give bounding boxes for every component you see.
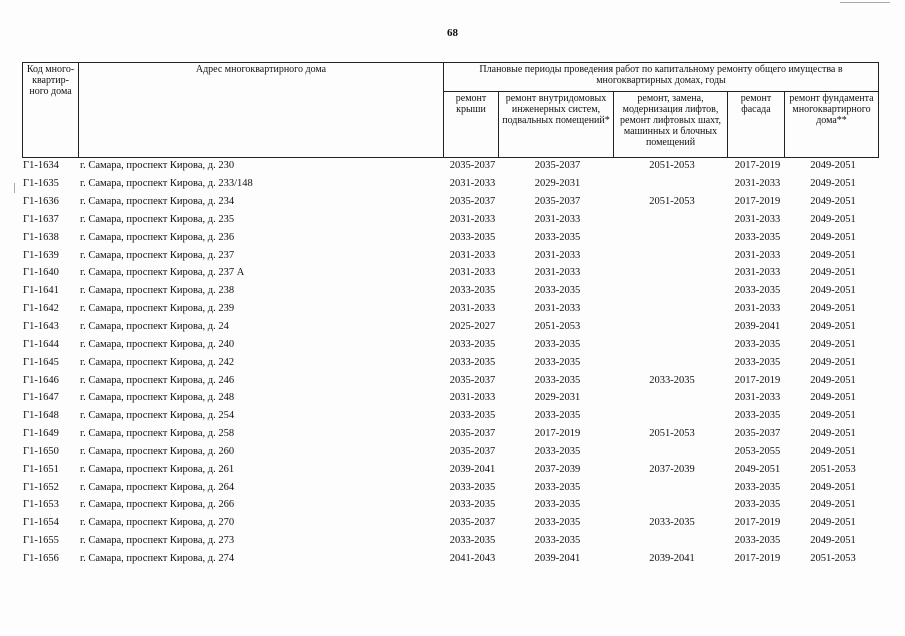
cell-facade: 2033-2035 bbox=[734, 481, 781, 493]
header-lifts: ремонт, замена, модернизация лифтов, ремонт лифтовых шахт, машинных и блочных помещений bbox=[614, 91, 728, 157]
cell-engineering: 2035-2037 bbox=[534, 160, 581, 172]
cell-lifts: 2037-2039 bbox=[649, 463, 695, 475]
table-row bbox=[22, 425, 892, 443]
cell-engineering: 2033-2035 bbox=[534, 231, 581, 243]
cell-engineering: 2031-2033 bbox=[534, 249, 581, 261]
cell-roof: 2035-2037 bbox=[449, 517, 496, 529]
cell-facade: 2033-2035 bbox=[734, 535, 781, 547]
cell-code: Г1-1649 bbox=[23, 428, 59, 440]
page-number: 68 bbox=[447, 27, 458, 39]
cell-foundation: 2049-2051 bbox=[810, 160, 856, 172]
cell-facade: 2053-2055 bbox=[734, 445, 781, 457]
cell-address: г. Самара, проспект Кирова, д. 233/148 bbox=[80, 178, 253, 190]
cell-roof: 2033-2035 bbox=[449, 285, 496, 297]
cell-engineering: 2039-2041 bbox=[534, 552, 581, 564]
cell-facade: 2031-2033 bbox=[734, 178, 781, 190]
header-facade: ремонт фасада bbox=[728, 91, 785, 157]
cell-roof: 2035-2037 bbox=[449, 445, 496, 457]
cell-engineering: 2033-2035 bbox=[534, 285, 581, 297]
cell-roof: 2031-2033 bbox=[449, 249, 496, 261]
cell-roof: 2041-2043 bbox=[449, 552, 496, 564]
cell-facade: 2017-2019 bbox=[734, 160, 781, 172]
cell-code: Г1-1645 bbox=[23, 356, 59, 368]
cell-code: Г1-1656 bbox=[23, 552, 59, 564]
cell-foundation: 2049-2051 bbox=[810, 481, 856, 493]
cell-roof: 2033-2035 bbox=[449, 231, 496, 243]
cell-roof: 2031-2033 bbox=[449, 392, 496, 404]
table-row bbox=[22, 389, 892, 407]
cell-code: Г1-1646 bbox=[23, 374, 59, 386]
cell-code: Г1-1648 bbox=[23, 410, 59, 422]
header-engineering: ремонт внутридомовых инженерных систем, подвальных помещений* bbox=[499, 91, 614, 157]
cell-address: г. Самара, проспект Кирова, д. 273 bbox=[80, 535, 235, 547]
cell-address: г. Самара, проспект Кирова, д. 260 bbox=[80, 445, 235, 457]
cell-engineering: 2035-2037 bbox=[534, 196, 581, 208]
cell-engineering: 2017-2019 bbox=[534, 428, 581, 440]
cell-engineering: 2037-2039 bbox=[534, 463, 581, 475]
cell-foundation: 2049-2051 bbox=[810, 338, 856, 350]
cell-code: Г1-1652 bbox=[23, 481, 59, 493]
cell-code: Г1-1643 bbox=[23, 321, 59, 333]
cell-roof: 2031-2033 bbox=[449, 213, 496, 225]
table-row bbox=[22, 318, 892, 336]
table-header bbox=[22, 62, 879, 158]
cell-address: г. Самара, проспект Кирова, д. 24 bbox=[80, 321, 229, 333]
table-body bbox=[22, 157, 892, 567]
cell-roof: 2035-2037 bbox=[449, 196, 496, 208]
header-foundation: ремонт фундамента многоквартирного дома** bbox=[785, 91, 879, 157]
cell-code: Г1-1635 bbox=[23, 178, 59, 190]
cell-facade: 2033-2035 bbox=[734, 499, 781, 511]
cell-roof: 2033-2035 bbox=[449, 410, 496, 422]
cell-engineering: 2033-2035 bbox=[534, 517, 581, 529]
cell-address: г. Самара, проспект Кирова, д. 261 bbox=[80, 463, 235, 475]
table-row bbox=[22, 175, 892, 193]
cell-address: г. Самара, проспект Кирова, д. 236 bbox=[80, 231, 235, 243]
cell-lifts: 2051-2053 bbox=[649, 196, 695, 208]
cell-foundation: 2049-2051 bbox=[810, 196, 856, 208]
cell-code: Г1-1653 bbox=[23, 499, 59, 511]
cell-code: Г1-1642 bbox=[23, 303, 59, 315]
header-code: Код много-квартир-ного дома bbox=[23, 63, 79, 158]
cell-foundation: 2049-2051 bbox=[810, 374, 856, 386]
cell-roof: 2033-2035 bbox=[449, 338, 496, 350]
cell-engineering: 2033-2035 bbox=[534, 410, 581, 422]
cell-roof: 2033-2035 bbox=[449, 535, 496, 547]
table-row bbox=[22, 300, 892, 318]
cell-facade: 2017-2019 bbox=[734, 196, 781, 208]
table-row bbox=[22, 371, 892, 389]
cell-engineering: 2033-2035 bbox=[534, 535, 581, 547]
table-row bbox=[22, 193, 892, 211]
cell-foundation: 2049-2051 bbox=[810, 249, 856, 261]
cell-address: г. Самара, проспект Кирова, д. 237 А bbox=[80, 267, 245, 279]
cell-code: Г1-1636 bbox=[23, 196, 59, 208]
cell-engineering: 2033-2035 bbox=[534, 499, 581, 511]
cell-address: г. Самара, проспект Кирова, д. 266 bbox=[80, 499, 235, 511]
cell-address: г. Самара, проспект Кирова, д. 235 bbox=[80, 213, 235, 225]
cell-engineering: 2033-2035 bbox=[534, 481, 581, 493]
table-row bbox=[22, 246, 892, 264]
header-roof: ремонт крыши bbox=[444, 91, 499, 157]
cell-facade: 2035-2037 bbox=[734, 428, 781, 440]
table-row bbox=[22, 211, 892, 229]
cell-facade: 2033-2035 bbox=[734, 410, 781, 422]
cell-facade: 2033-2035 bbox=[734, 285, 781, 297]
cell-engineering: 2029-2031 bbox=[534, 392, 581, 404]
header-periods-title: Плановые периоды проведения работ по капитальному ремонту общего имущества в многоквартирных домах, годы bbox=[444, 63, 879, 92]
cell-code: Г1-1655 bbox=[23, 535, 59, 547]
cell-facade: 2017-2019 bbox=[734, 374, 781, 386]
table-row bbox=[22, 157, 892, 175]
cell-foundation: 2049-2051 bbox=[810, 213, 856, 225]
cell-facade: 2031-2033 bbox=[734, 213, 781, 225]
cell-foundation: 2049-2051 bbox=[810, 392, 856, 404]
scan-mark bbox=[840, 2, 890, 3]
cell-address: г. Самара, проспект Кирова, д. 230 bbox=[80, 160, 235, 172]
cell-facade: 2031-2033 bbox=[734, 249, 781, 261]
cell-address: г. Самара, проспект Кирова, д. 258 bbox=[80, 428, 235, 440]
table-row bbox=[22, 353, 892, 371]
cell-engineering: 2033-2035 bbox=[534, 374, 581, 386]
cell-roof: 2031-2033 bbox=[449, 267, 496, 279]
cell-roof: 2035-2037 bbox=[449, 428, 496, 440]
cell-facade: 2017-2019 bbox=[734, 517, 781, 529]
cell-foundation: 2049-2051 bbox=[810, 356, 856, 368]
cell-engineering: 2033-2035 bbox=[534, 445, 581, 457]
cell-roof: 2033-2035 bbox=[449, 499, 496, 511]
cell-address: г. Самара, проспект Кирова, д. 274 bbox=[80, 552, 235, 564]
cell-roof: 2025-2027 bbox=[449, 321, 496, 333]
cell-engineering: 2029-2031 bbox=[534, 178, 581, 190]
cell-address: г. Самара, проспект Кирова, д. 234 bbox=[80, 196, 235, 208]
table-row bbox=[22, 264, 892, 282]
cell-lifts: 2039-2041 bbox=[649, 552, 695, 564]
cell-engineering: 2033-2035 bbox=[534, 338, 581, 350]
table-row bbox=[22, 282, 892, 300]
cell-foundation: 2051-2053 bbox=[810, 463, 856, 475]
cell-facade: 2031-2033 bbox=[734, 267, 781, 279]
cell-engineering: 2031-2033 bbox=[534, 267, 581, 279]
cell-facade: 2033-2035 bbox=[734, 356, 781, 368]
table-row bbox=[22, 550, 892, 568]
table-row bbox=[22, 496, 892, 514]
cell-address: г. Самара, проспект Кирова, д. 246 bbox=[80, 374, 235, 386]
cell-facade: 2033-2035 bbox=[734, 338, 781, 350]
cell-roof: 2031-2033 bbox=[449, 303, 496, 315]
cell-address: г. Самара, проспект Кирова, д. 254 bbox=[80, 410, 235, 422]
cell-code: Г1-1647 bbox=[23, 392, 59, 404]
cell-foundation: 2049-2051 bbox=[810, 321, 856, 333]
cell-code: Г1-1637 bbox=[23, 213, 59, 225]
cell-code: Г1-1639 bbox=[23, 249, 59, 261]
cell-facade: 2039-2041 bbox=[734, 321, 781, 333]
cell-roof: 2035-2037 bbox=[449, 374, 496, 386]
scan-mark bbox=[14, 183, 15, 193]
cell-lifts: 2033-2035 bbox=[649, 374, 695, 386]
cell-foundation: 2049-2051 bbox=[810, 303, 856, 315]
cell-address: г. Самара, проспект Кирова, д. 239 bbox=[80, 303, 235, 315]
cell-foundation: 2049-2051 bbox=[810, 285, 856, 297]
cell-lifts: 2033-2035 bbox=[649, 517, 695, 529]
cell-code: Г1-1640 bbox=[23, 267, 59, 279]
cell-address: г. Самара, проспект Кирова, д. 238 bbox=[80, 285, 235, 297]
cell-lifts: 2051-2053 bbox=[649, 160, 695, 172]
cell-foundation: 2049-2051 bbox=[810, 445, 856, 457]
cell-foundation: 2049-2051 bbox=[810, 231, 856, 243]
header-address: Адрес многоквартирного дома bbox=[79, 63, 444, 158]
cell-facade: 2031-2033 bbox=[734, 303, 781, 315]
cell-roof: 2031-2033 bbox=[449, 178, 496, 190]
cell-foundation: 2049-2051 bbox=[810, 535, 856, 547]
cell-code: Г1-1644 bbox=[23, 338, 59, 350]
cell-address: г. Самара, проспект Кирова, д. 242 bbox=[80, 356, 235, 368]
cell-facade: 2033-2035 bbox=[734, 231, 781, 243]
cell-lifts: 2051-2053 bbox=[649, 428, 695, 440]
table-row bbox=[22, 532, 892, 550]
cell-code: Г1-1651 bbox=[23, 463, 59, 475]
cell-roof: 2033-2035 bbox=[449, 356, 496, 368]
table-row bbox=[22, 443, 892, 461]
table-row bbox=[22, 478, 892, 496]
cell-foundation: 2051-2053 bbox=[810, 552, 856, 564]
cell-foundation: 2049-2051 bbox=[810, 517, 856, 529]
cell-foundation: 2049-2051 bbox=[810, 410, 856, 422]
cell-facade: 2031-2033 bbox=[734, 392, 781, 404]
cell-address: г. Самара, проспект Кирова, д. 237 bbox=[80, 249, 235, 261]
cell-address: г. Самара, проспект Кирова, д. 264 bbox=[80, 481, 235, 493]
cell-engineering: 2031-2033 bbox=[534, 303, 581, 315]
cell-engineering: 2031-2033 bbox=[534, 213, 581, 225]
cell-engineering: 2033-2035 bbox=[534, 356, 581, 368]
cell-code: Г1-1641 bbox=[23, 285, 59, 297]
cell-code: Г1-1634 bbox=[23, 160, 59, 172]
cell-foundation: 2049-2051 bbox=[810, 428, 856, 440]
cell-code: Г1-1638 bbox=[23, 231, 59, 243]
cell-address: г. Самара, проспект Кирова, д. 248 bbox=[80, 392, 235, 404]
cell-roof: 2039-2041 bbox=[449, 463, 496, 475]
cell-engineering: 2051-2053 bbox=[534, 321, 581, 333]
cell-roof: 2035-2037 bbox=[449, 160, 496, 172]
table-row bbox=[22, 335, 892, 353]
cell-address: г. Самара, проспект Кирова, д. 240 bbox=[80, 338, 235, 350]
cell-foundation: 2049-2051 bbox=[810, 267, 856, 279]
table-row bbox=[22, 407, 892, 425]
cell-facade: 2017-2019 bbox=[734, 552, 781, 564]
cell-roof: 2033-2035 bbox=[449, 481, 496, 493]
table-row bbox=[22, 514, 892, 532]
cell-facade: 2049-2051 bbox=[734, 463, 781, 475]
cell-foundation: 2049-2051 bbox=[810, 499, 856, 511]
table-row bbox=[22, 228, 892, 246]
cell-code: Г1-1650 bbox=[23, 445, 59, 457]
cell-code: Г1-1654 bbox=[23, 517, 59, 529]
table-row bbox=[22, 460, 892, 478]
cell-foundation: 2049-2051 bbox=[810, 178, 856, 190]
cell-address: г. Самара, проспект Кирова, д. 270 bbox=[80, 517, 235, 529]
